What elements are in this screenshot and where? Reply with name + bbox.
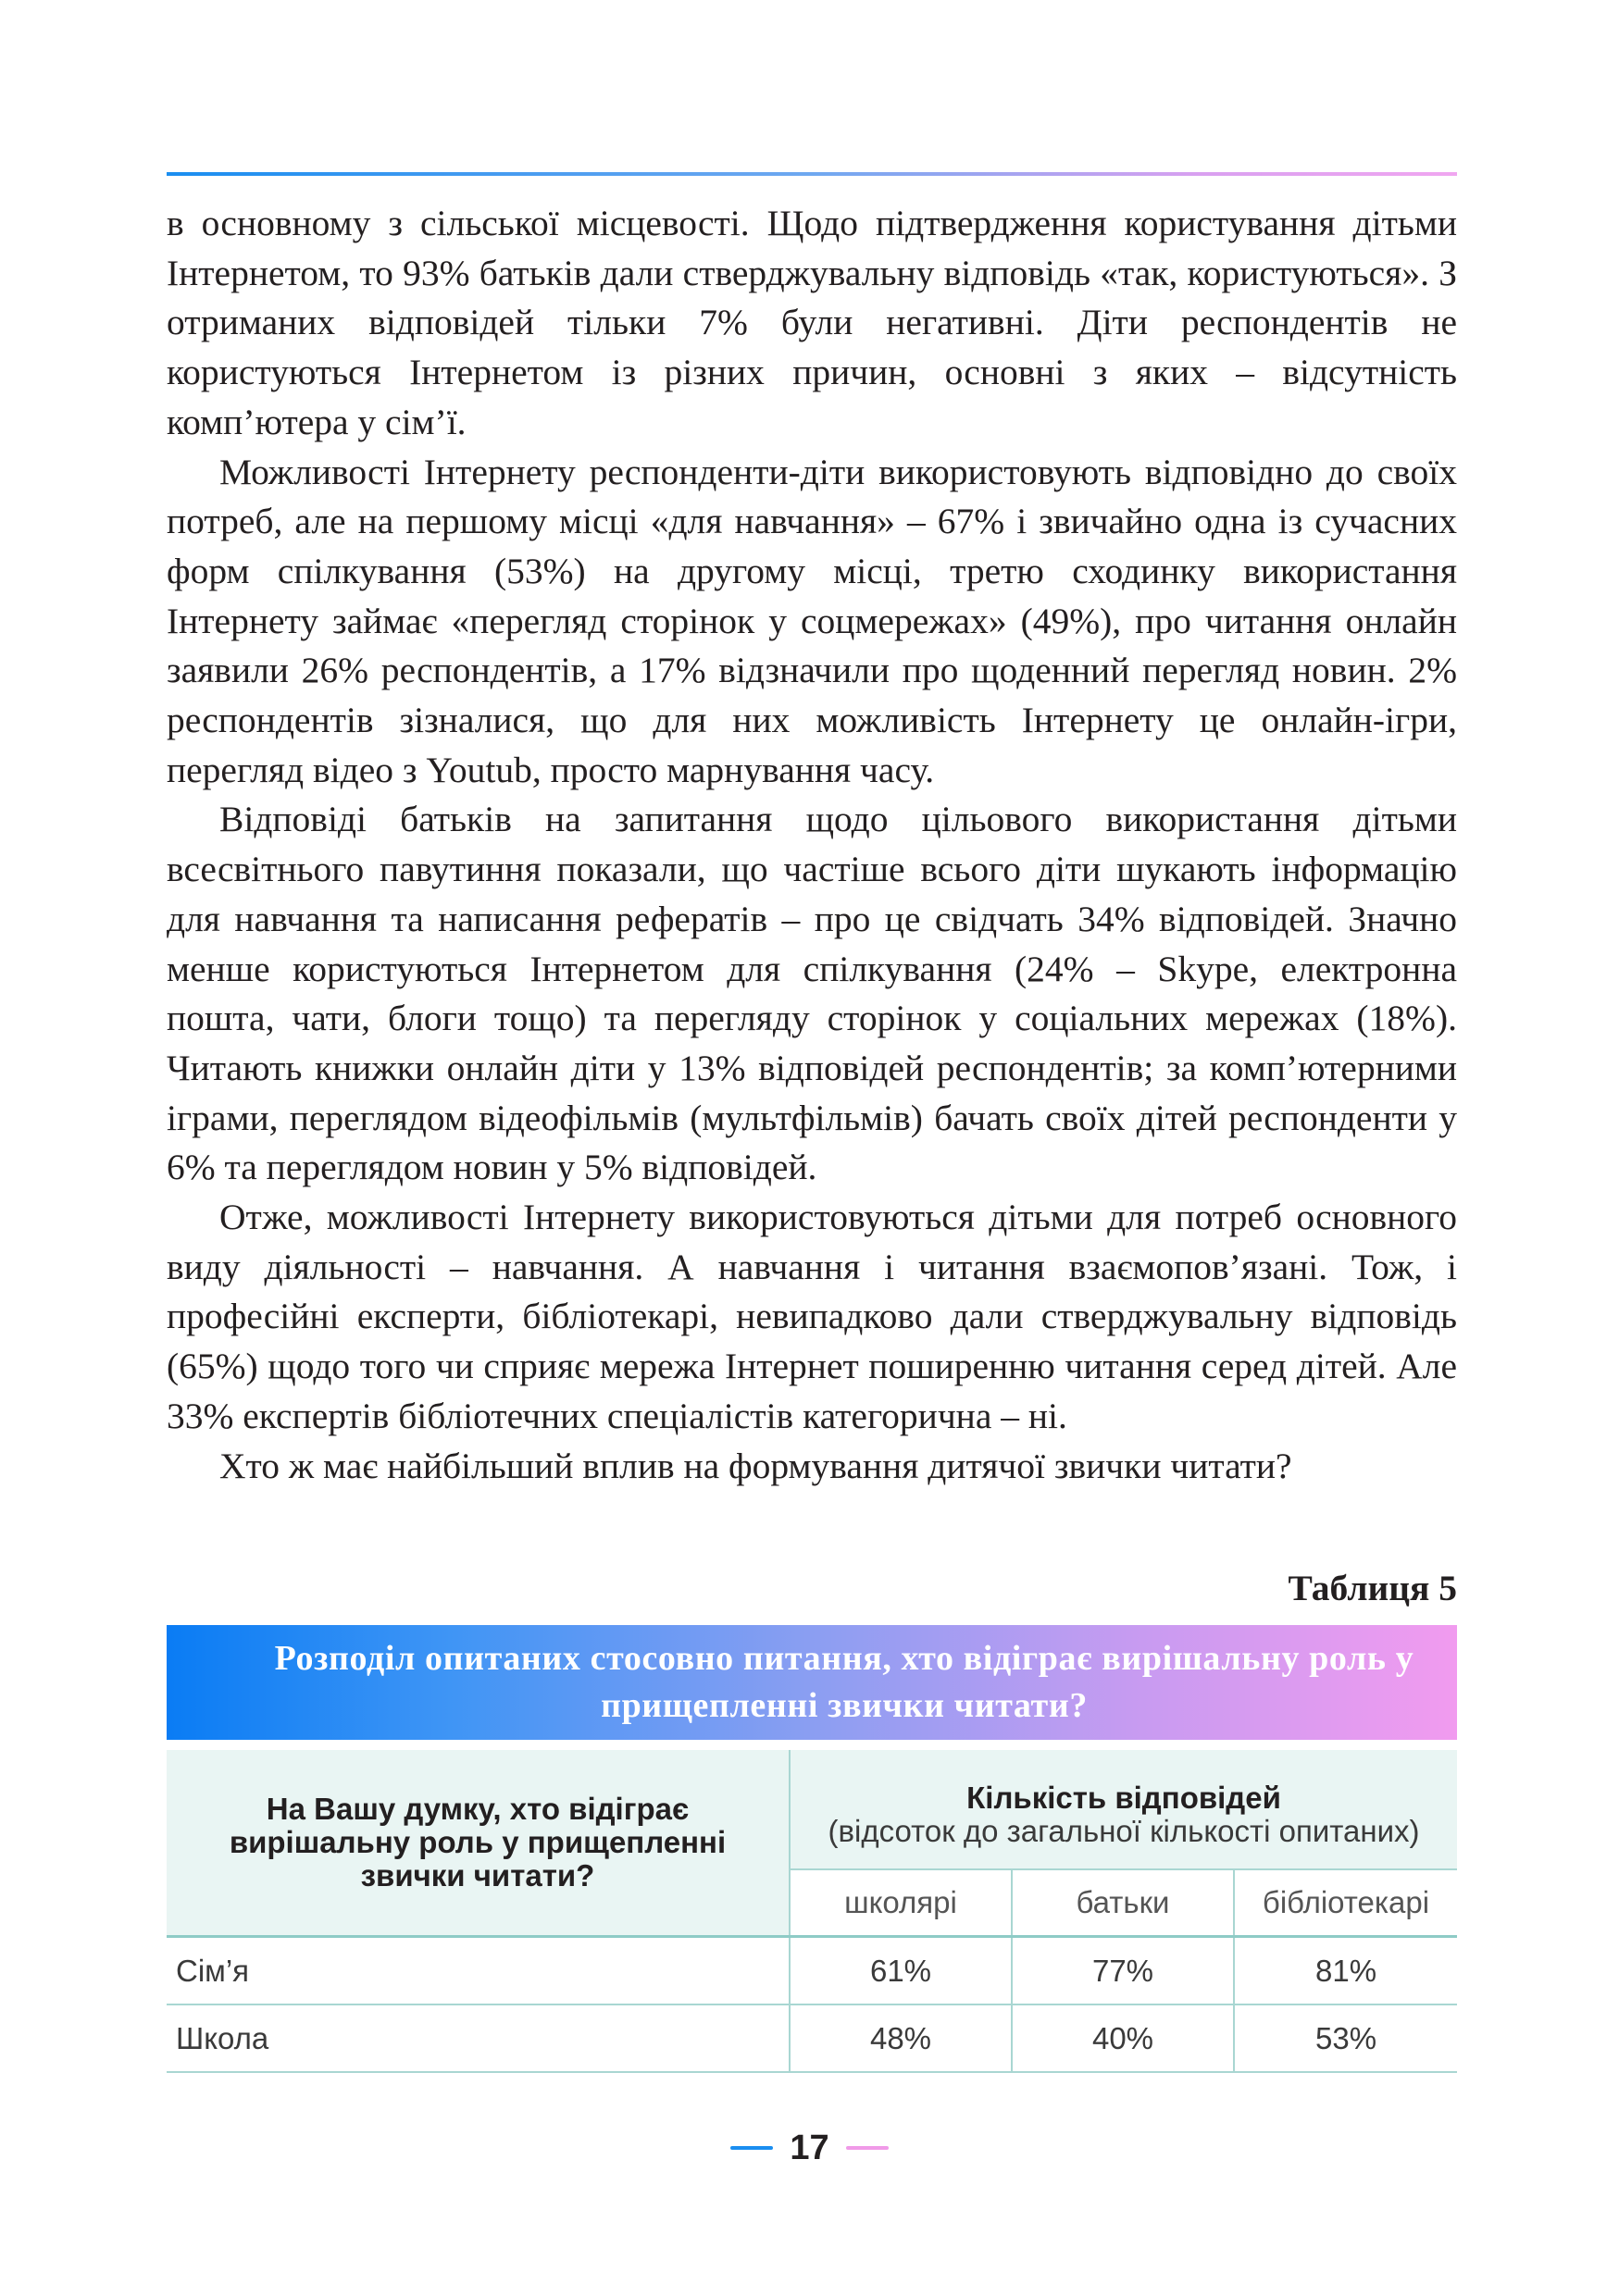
paragraph: Хто ж має найбільший вплив на формування дитячої звички читати? — [219, 1445, 1292, 1486]
paragraph: Отже, можливості Інтернету використовуються дітьми для потреб основного виду діяльності – навчання. А навчання і читання взаємопов’язані. Тож, і професійні експерти, бібліотекарі, невипадково дали стверджувальну відповідь (65%) щодо того чи сприяє мережа Інтернет поширенню читання серед дітей. Але 33% експертів бібліотечних спеціалістів категорична – ні. — [167, 1197, 1457, 1436]
count-header-title: Кількість відповідей — [966, 1781, 1281, 1815]
row-label: Школа — [167, 2004, 790, 2072]
page-number-right-dash — [846, 2146, 889, 2150]
question-header: На Вашу думку, хто відіграє вирішальну роль у прищепленні звички читати? — [167, 1750, 790, 1937]
top-gradient-rule — [167, 172, 1457, 176]
table-title: Розподіл опитаних стосовно питання, хто відіграє вирішальну роль у прищепленні звички читати? — [274, 1639, 1414, 1725]
paragraph: Можливості Інтернету респонденти-діти використовують відповідно до своїх потреб, але на першому місці «для навчання» – 67% і звичайно одна із сучасних форм спілкування (53%) на другому місці, третю сходинку використання Інтернету займає «перегляд сторінок у соцмережах» (49%), про читання онлайн заявили 26% респондентів, а 17% відзначили про щоденний перегляд новин. 2% респондентів зізналися, що для них можливість Інтернету це онлайн-ігри, перегляд відео з Youtub, просто марнування часу. — [167, 451, 1457, 790]
page-number-text: 17 — [790, 2128, 829, 2167]
group-header-librarians: бібліотекарі — [1234, 1869, 1457, 1937]
cell-value: 77% — [1012, 1937, 1234, 2005]
table-title-banner — [167, 1625, 1457, 1740]
paragraph: в основному з сільської місцевості. Щодо підтвердження користування дітьми Інтернетом, то 93% батьків дали стверджувальну відповідь «так, користуються». З отриманих відповідей тільки 7% були негативні. Діти респондентів не користуються Інтернетом із різних причин, основні з яких – відсутність комп’ютера у сім’ї. — [167, 203, 1457, 442]
paragraph: Відповіді батьків на запитання щодо цільового використання дітьми всесвітнього павутиння показали, що частіше всього діти шукають інформацію для навчання та написання рефератів – про це свідчать 34% відповідей. Значно менше користуються Інтернетом для спілкування (24% – Skype, електронна пошта, чати, блоги тощо) та перегляду сторінок у соціальних мережах (18%). Читають книжки онлайн діти у 13% відповідей респондентів; за комп’ютерними іграми, переглядом відеофільмів (мультфільмів) бачать своїх дітей респонденти у 6% та переглядом новин у 5% відповідей. — [167, 799, 1457, 1188]
table-header-row — [167, 1750, 1457, 1869]
count-header-subtitle: (відсоток до загальної кількості опитаних) — [828, 1814, 1420, 1848]
survey-table — [167, 1750, 1457, 2073]
cell-value: 48% — [790, 2004, 1012, 2072]
count-header — [790, 1750, 1457, 1869]
cell-value: 81% — [1234, 1937, 1457, 2005]
table-row — [167, 1937, 1457, 2005]
group-header-parents: батьки — [1012, 1869, 1234, 1937]
body-text — [167, 199, 1457, 1491]
group-header-pupils: школярі — [790, 1869, 1012, 1937]
page-number — [0, 2125, 1619, 2171]
cell-value: 53% — [1234, 2004, 1457, 2072]
cell-value: 61% — [790, 1937, 1012, 2005]
page-number-left-dash — [730, 2146, 773, 2150]
cell-value: 40% — [1012, 2004, 1234, 2072]
table-row — [167, 2004, 1457, 2072]
table-caption: Таблиця 5 — [1288, 1568, 1457, 1608]
row-label: Сім’я — [167, 1937, 790, 2005]
